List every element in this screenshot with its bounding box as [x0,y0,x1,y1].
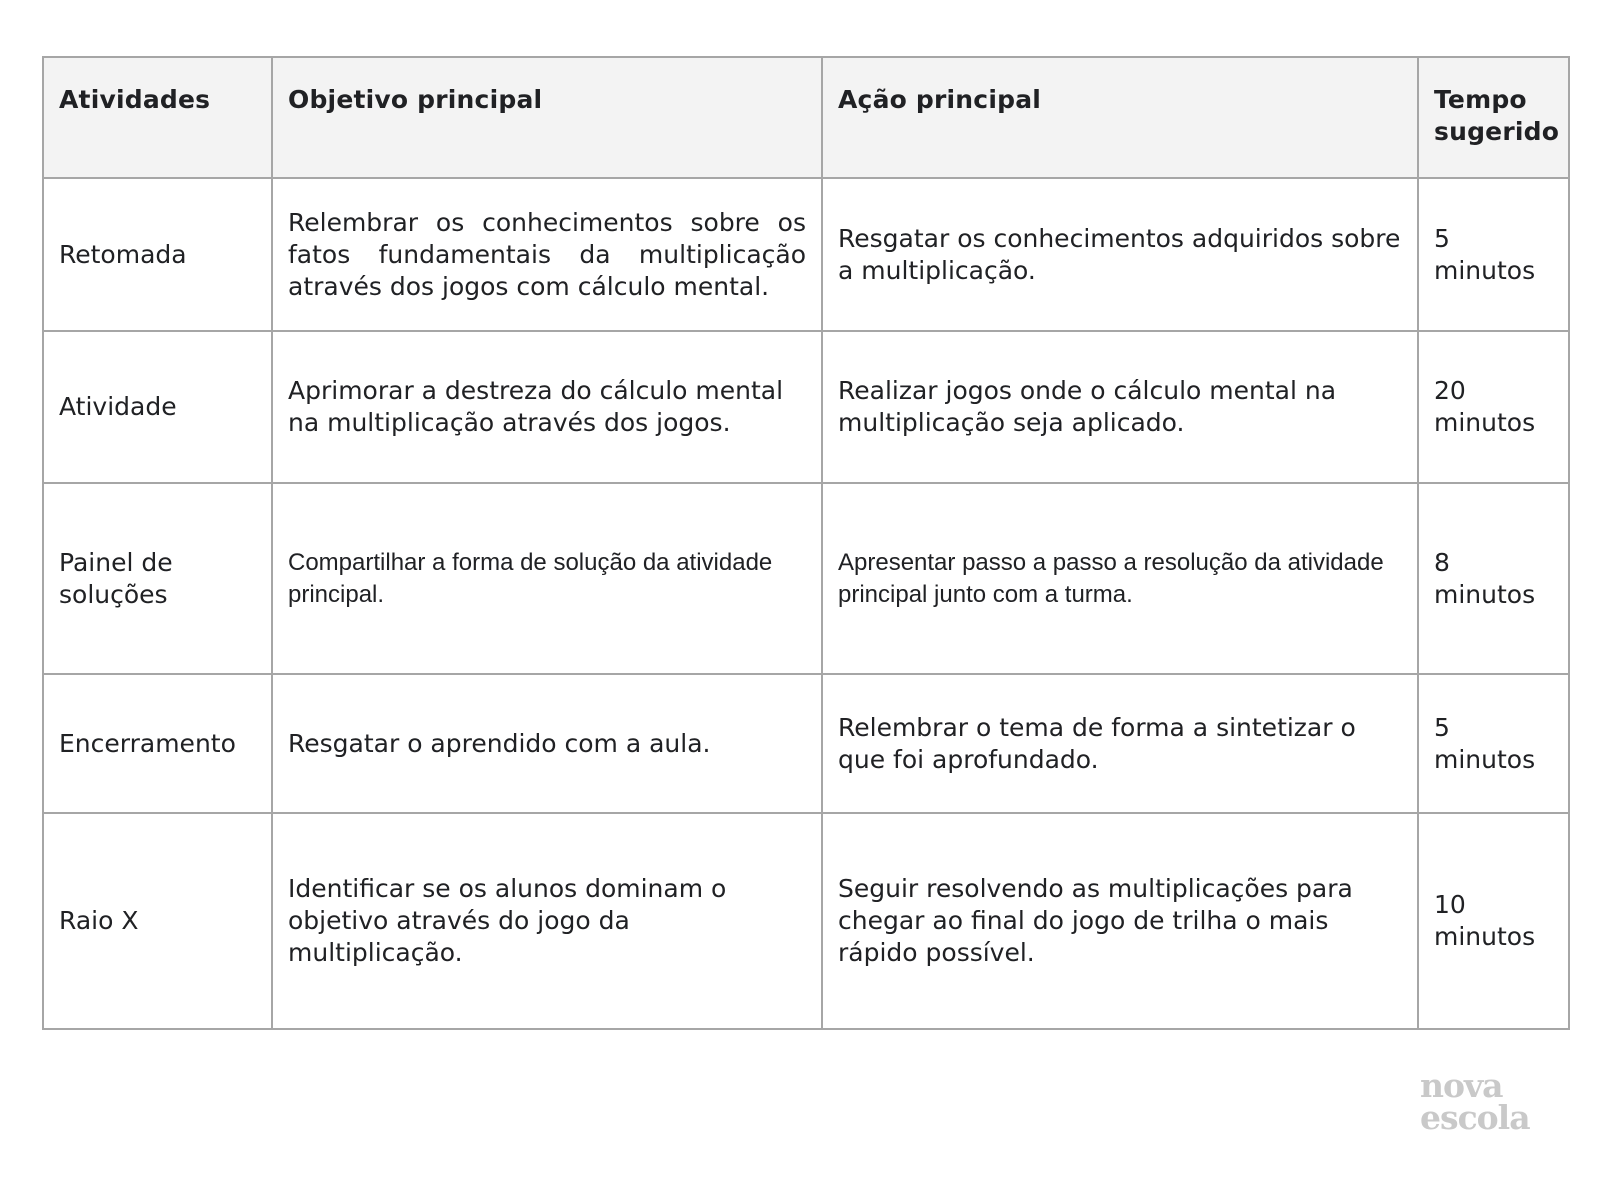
table-row [43,813,1569,1029]
cell-atividade: Painel de soluções [43,483,272,674]
cell-tempo: 10 minutos [1418,813,1569,1029]
header-objetivo: Objetivo principal [272,57,822,178]
cell-acao: Relembrar o tema de forma a sintetizar o que foi aprofundado. [822,674,1418,813]
cell-acao: Resgatar os conhecimentos adquiridos sobre a multiplicação. [822,178,1418,331]
table-body [43,178,1569,1029]
table-row [43,674,1569,813]
header-row [43,57,1569,178]
cell-objetivo: Aprimorar a destreza do cálculo mental na multiplicação através dos jogos. [272,331,822,483]
lesson-plan-table [42,56,1570,1030]
cell-tempo: 8 minutos [1418,483,1569,674]
cell-acao: Apresentar passo a passo a resolução da atividade principal junto com a turma. [822,483,1418,674]
cell-objetivo: Compartilhar a forma de solução da atividade principal. [272,483,822,674]
cell-acao: Seguir resolvendo as multiplicações para chegar ao final do jogo de trilha o mais rápido possível. [822,813,1418,1029]
nova-escola-logo [1420,1066,1550,1137]
cell-tempo: 20 minutos [1418,331,1569,483]
table-row [43,178,1569,331]
table-row [43,331,1569,483]
cell-atividade: Raio X [43,813,272,1029]
header-acao: Ação principal [822,57,1418,178]
logo-line-escola: escola [1420,1098,1530,1137]
cell-atividade: Encerramento [43,674,272,813]
cell-objetivo: Relembrar os conhecimentos sobre os fatos fundamentais da multiplicação através dos jogos com cálculo mental. [272,178,822,331]
cell-atividade: Atividade [43,331,272,483]
header-tempo: Tempo sugerido [1418,57,1569,178]
cell-acao: Realizar jogos onde o cálculo mental na multiplicação seja aplicado. [822,331,1418,483]
logo-line-nova: nova [1420,1066,1503,1105]
header-atividades: Atividades [43,57,272,178]
table-row [43,483,1569,674]
cell-tempo: 5 minutos [1418,178,1569,331]
cell-objetivo: Resgatar o aprendido com a aula. [272,674,822,813]
cell-objetivo: Identificar se os alunos dominam o objetivo através do jogo da multiplicação. [272,813,822,1029]
cell-tempo: 5 minutos [1418,674,1569,813]
cell-atividade: Retomada [43,178,272,331]
table-header [43,57,1569,178]
